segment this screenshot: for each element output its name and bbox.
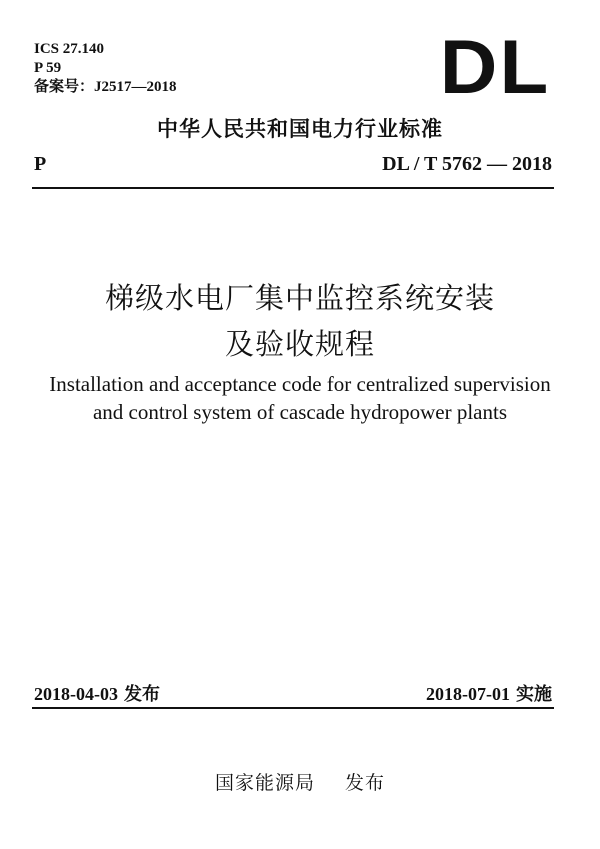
classification-letter: P	[34, 153, 47, 175]
issue-date: 2018-04-03	[34, 684, 118, 704]
publisher-name: 国家能源局	[214, 772, 315, 794]
bottom-divider	[32, 707, 554, 709]
classification-code: P 59	[34, 60, 62, 76]
title-cn-line2: 及验收规程	[224, 327, 375, 361]
title-cn-line1: 梯级水电厂集中监控系统安装	[104, 281, 495, 315]
ics-code: ICS 27.140	[34, 41, 105, 57]
standard-number: DL / T 5762 — 2018	[382, 153, 552, 175]
record-number: 备案号：J2517—2018	[34, 79, 177, 95]
title-en-line1: Installation and acceptance code for centralized supervision	[49, 372, 551, 396]
title-english	[0, 370, 600, 426]
issue-date-group	[34, 680, 160, 706]
implement-date-group	[426, 680, 552, 706]
publisher-action: 发布	[345, 772, 386, 794]
implement-label: 实施	[516, 684, 552, 705]
top-divider	[32, 187, 554, 189]
publisher	[0, 768, 600, 795]
dl-logo: DL	[439, 25, 550, 110]
title-chinese	[0, 275, 600, 367]
standard-name: 中华人民共和国电力行业标准	[157, 117, 443, 141]
implement-date: 2018-07-01	[426, 684, 510, 704]
header-meta	[34, 40, 177, 97]
title-en-line2: and control system of cascade hydropower plants	[92, 400, 508, 424]
issue-label: 发布	[124, 684, 160, 705]
